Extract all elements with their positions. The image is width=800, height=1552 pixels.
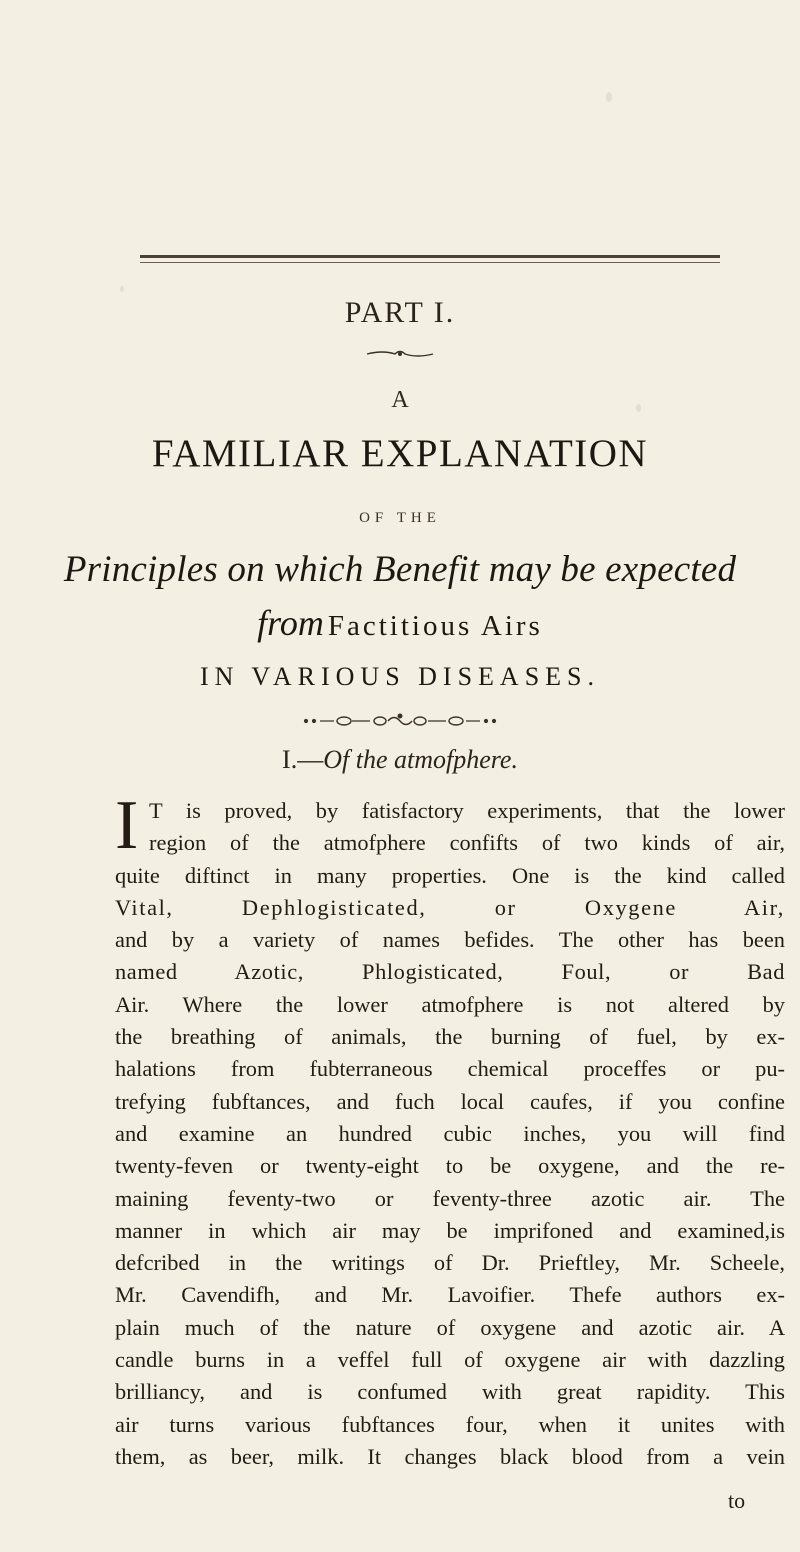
text-line: maining feventy-two or feventy-three azotic air. The (115, 1185, 785, 1211)
of-the-subtitle: OF THE (359, 510, 441, 526)
text-line: plain much of the nature of oxygene and azotic air. A (115, 1314, 785, 1340)
text-line: brilliancy, and is confumed with great rapidity. This (115, 1379, 785, 1405)
paper-spot (636, 404, 641, 412)
body-text (115, 787, 785, 1473)
header-rule-thin (140, 262, 720, 263)
factitious-airs-line (0, 602, 800, 644)
paper-spot (606, 92, 612, 102)
text-line: T is proved, by fatisfactory experiments, that the lower (149, 798, 785, 823)
text-line: Vital, Dephlogisticated, or Oxygene Air, (115, 894, 785, 920)
text-line: defcribed in the writings of Dr. Prieftley, Mr. Scheele, (115, 1250, 785, 1276)
catchword: to (728, 1488, 746, 1513)
paper-spot (120, 286, 124, 292)
article-a: A (391, 387, 409, 413)
text-line: Mr. Cavendifh, and Mr. Lavoifier. Thefe authors ex- (115, 1282, 785, 1308)
factitious-airs: Factitious Airs (327, 610, 543, 642)
text-line: twenty-feven or twenty-eight to be oxygene, and the re- (115, 1153, 785, 1179)
part-heading: PART I. (344, 296, 456, 329)
section-title: Of the atmofphere. (323, 745, 518, 774)
text-line: named Azotic, Phlogisticated, Foul, or Bad (115, 959, 785, 985)
section-heading (0, 745, 800, 775)
header-rule (140, 255, 720, 258)
small-ornament-icon (365, 348, 435, 360)
text-line: halations from fubterraneous chemical proceffes or pu- (115, 1056, 785, 1082)
text-line: candle burns in a veffel full of oxygene air with dazzling (115, 1347, 785, 1373)
text-line: them, as beer, milk. It changes black blood from a vein (115, 1443, 785, 1469)
section-number: I.— (282, 745, 324, 774)
text-line: region of the atmofphere confifts of two kinds of air, (149, 830, 785, 856)
principles-subtitle: Principles on which Benefit may be expected (63, 549, 737, 590)
from-word: from (257, 603, 324, 643)
text-line: and examine an hundred cubic inches, you will find (115, 1120, 785, 1146)
main-title: FAMILIAR EXPLANATION (151, 432, 649, 475)
text-line: Air. Where the lower atmofphere is not altered by (115, 991, 785, 1017)
text-line: manner in which air may be imprifoned and examined,is (115, 1217, 785, 1243)
text-line: quite diftinct in many properties. One is the kind called (115, 862, 785, 888)
text-line: and by a variety of names befides. The other has been (115, 927, 785, 953)
drop-cap: I (115, 787, 139, 864)
text-line: the breathing of animals, the burning of fuel, by ex- (115, 1024, 785, 1050)
decorative-ornament-icon (300, 712, 500, 730)
text-line: air turns various fubftances four, when it unites with (115, 1411, 785, 1437)
various-diseases: IN VARIOUS DISEASES. (199, 662, 601, 691)
text-line: trefying fubftances, and fuch local caufes, if you confine (115, 1088, 785, 1114)
